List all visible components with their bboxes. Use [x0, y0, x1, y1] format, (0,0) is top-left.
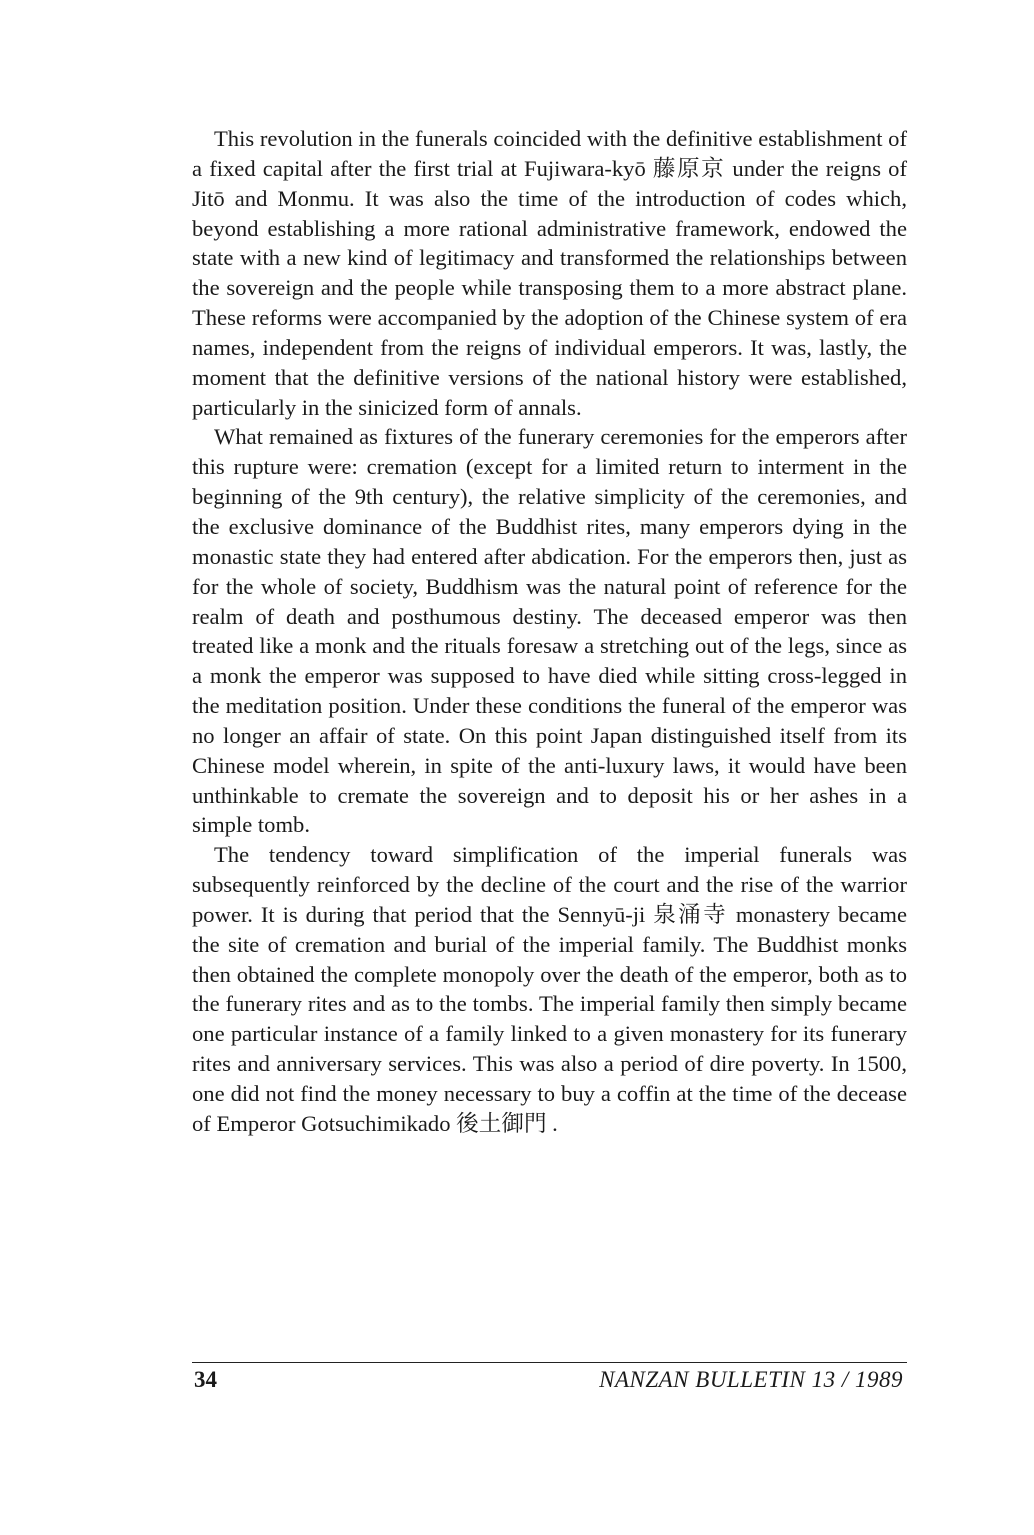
page-number: 34: [194, 1367, 217, 1392]
page-body: [192, 124, 907, 1139]
journal-title: NANZAN BULLETIN 13 / 1989: [599, 1367, 903, 1392]
footer-divider: [192, 1362, 907, 1363]
page-footer: [192, 1367, 907, 1399]
paragraph-funeral-revolution: This revolution in the funerals coincided with the definitive establishment of a fixed capital after the first trial at Fujiwara-kyō 藤原京 under the reigns of Jitō and Monmu. It was also the time of the introduction of codes which, beyond establishing a more rational administrative framework, endowed the state with a new kind of legitimacy and transformed the relationships between the sovereign and the people while transposing them to a more abstract plane. These reforms were accompanied by the adoption of the Chinese system of era names, independent from the reigns of individual emperors. It was, lastly, the moment that the definitive versions of the national history were established, particularly in the sinicized form of annals.: [192, 126, 907, 420]
paragraph-funerary-fixtures: What remained as fixtures of the funerary ceremonies for the emperors after this rupture were: cremation (except for a limited return to interment in the beginning of the 9th century), the relative simplicity of the ceremonies, and the exclusive dominance of the Buddhist rites, many emperors dying in the monastic state they had entered after abdication. For the emperors then, just as for the whole of society, Buddhism was the natural point of reference for the realm of death and posthumous destiny. The deceased emperor was then treated like a monk and the rituals foresaw a stretching out of the legs, since as a monk the emperor was supposed to have died while sitting cross-legged in the meditation position. Under these conditions the funeral of the emperor was no longer an affair of state. On this point Japan distinguished itself from its Chinese model wherein, in spite of the anti-luxury laws, it would have been unthinkable to cremate the sovereign and to deposit his or her ashes in a simple tomb.: [192, 424, 907, 838]
paragraph-simplification: The tendency toward simplification of the imperial funerals was subsequently reinforced by the decline of the court and the rise of the warrior power. It is during that period that the Sennyū-ji 泉涌寺 monastery became the site of cremation and burial of the imperial family. The Buddhist monks then obtained the complete monopoly over the death of the emperor, both as to the funerary rites and as to the tombs. The imperial family then simply became one particular instance of a family linked to a given monastery for its funerary rites and anniversary services. This was also a period of dire poverty. In 1500, one did not find the money necessary to buy a coffin at the time of the decease of Emperor Gotsuchimikado 後土御門 .: [192, 842, 907, 1136]
